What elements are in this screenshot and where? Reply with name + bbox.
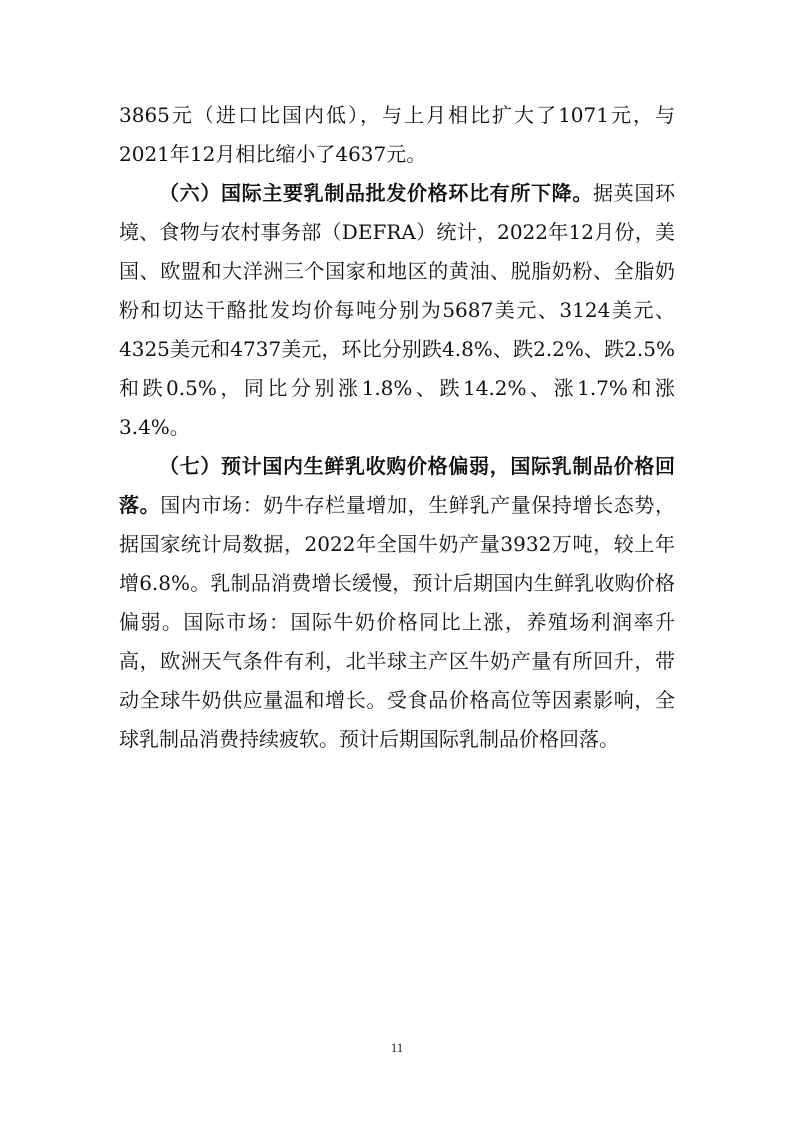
page-number: 11 xyxy=(390,1040,404,1055)
paragraph-section-6 xyxy=(119,174,675,447)
section-heading: （六）国际主要乳制品批发价格环比有所下降。 xyxy=(159,181,593,205)
document-body xyxy=(119,96,675,759)
paragraph-text: 3865元（进口比国内低），与上月相比扩大了1071元，与2021年12月相比缩小了4637元。 xyxy=(119,103,675,166)
paragraph-continuation xyxy=(119,96,675,174)
paragraph-text: 据英国环境、食物与农村事务部（DEFRA）统计，2022年12月份，美国、欧盟和大洋洲三个国家和地区的黄油、脱脂奶粉、全脂奶粉和切达干酪批发均价每吨分别为5687美元、3124美元、4325美元和4737美元，环比分别跌4.8%、跌2.2%、跌2.5%和跌0.5%，同比分别涨1.8%、跌14.2%、涨1.7%和涨3.4%。 xyxy=(119,181,676,439)
paragraph-text: 国内市场：奶牛存栏量增加，生鲜乳产量保持增长态势，据国家统计局数据，2022年全国牛奶产量3932万吨，较上年增6.8%。乳制品消费增长缓慢，预计后期国内生鲜乳收购价格偏弱。国际市场：国际牛奶价格同比上涨，养殖场利润率升高，欧洲天气条件有利，北半球主产区牛奶产量有所回升，带动全球牛奶供应量温和增长。受食品价格高位等因素影响，全球乳制品消费持续疲软。预计后期国际乳制品价格回落。 xyxy=(119,493,676,751)
paragraph-section-7 xyxy=(119,447,675,759)
section-heading: （七）预计国内生鲜乳收购价格偏弱，国际乳制品价格回落。 xyxy=(119,454,675,517)
